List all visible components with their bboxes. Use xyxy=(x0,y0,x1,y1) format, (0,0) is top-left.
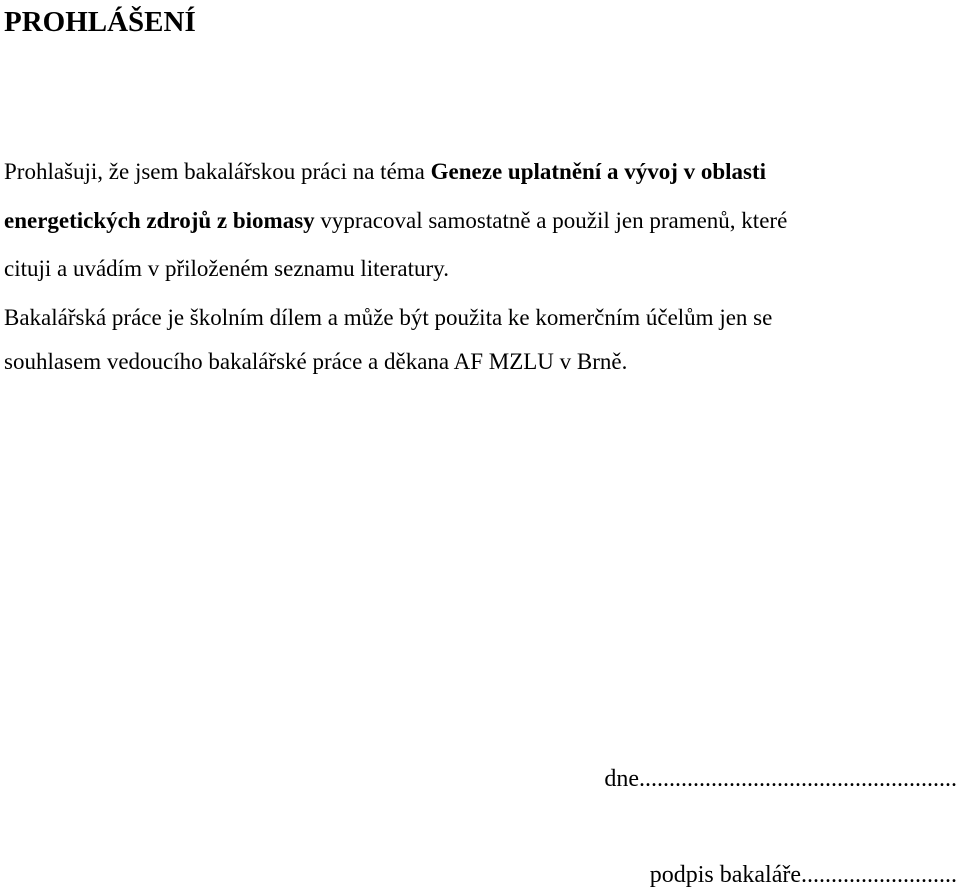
declaration-text: vypracoval samostatně a použil jen pramenů, které xyxy=(314,208,788,233)
copyright-line-1: Bakalářská práce je školním dílem a může být použita ke komerčním účelům jen se xyxy=(4,305,773,330)
signature-line: podpis bakaláře.......................... xyxy=(649,862,957,888)
thesis-title-part-2: energetických zdrojů z biomasy xyxy=(4,208,315,233)
thesis-title-part-1: Geneze uplatnění a vývoj v oblasti xyxy=(430,159,767,184)
date-line: dne..................................................... xyxy=(604,766,957,792)
copyright-line-2: souhlasem vedoucího bakalářské práce a děkana AF MZLU v Brně. xyxy=(4,349,628,374)
declaration-text: Prohlašuji, že jsem bakalářskou práci na téma xyxy=(4,159,431,184)
page-title: PROHLÁŠENÍ xyxy=(4,6,196,38)
declaration-line-1 xyxy=(4,157,766,187)
declaration-line-2 xyxy=(4,206,787,236)
declaration-line-3: cituji a uvádím v přiloženém seznamu literatury. xyxy=(4,256,449,281)
